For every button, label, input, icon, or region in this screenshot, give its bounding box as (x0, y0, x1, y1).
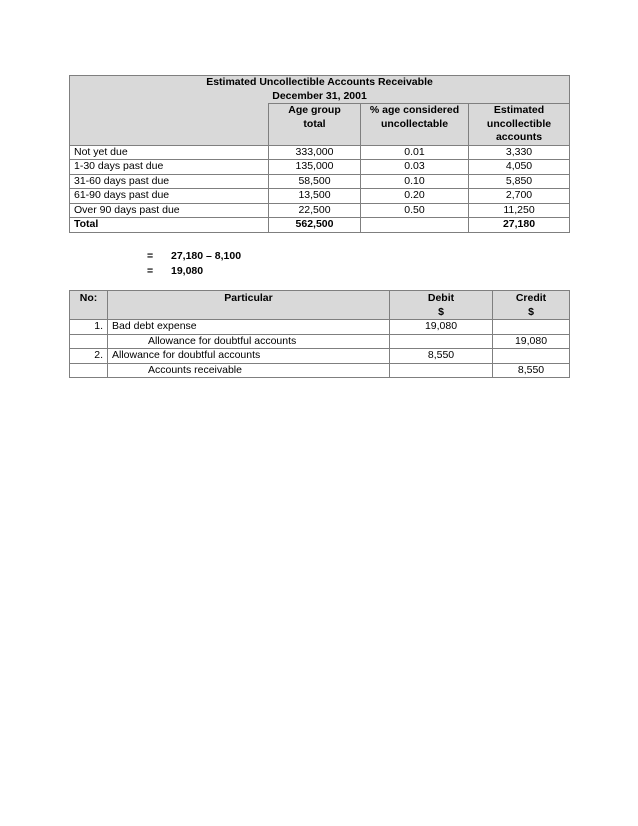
header-estimated (469, 104, 570, 146)
row-label: Over 90 days past due (70, 203, 269, 218)
row-estimated: 4,050 (469, 160, 570, 175)
row-pct: 0.50 (361, 203, 469, 218)
header-age-group-total (269, 104, 361, 146)
entry-particular: Allowance for doubtful accounts (108, 349, 390, 364)
aging-table (69, 75, 570, 233)
entry-no (70, 334, 108, 349)
journal-row (70, 363, 570, 378)
entry-no: 2. (70, 349, 108, 364)
entry-no: 1. (70, 320, 108, 335)
entry-debit (390, 334, 493, 349)
journal-table (69, 290, 570, 378)
total-pct-empty (361, 218, 469, 233)
total-row (70, 218, 570, 233)
row-estimated: 5,850 (469, 174, 570, 189)
row-total: 333,000 (269, 145, 361, 160)
aging-table-title: Estimated Uncollectible Accounts Receivable (70, 76, 570, 90)
header-estimated-line1: Estimated (493, 104, 545, 116)
entry-particular: Accounts receivable (108, 363, 390, 378)
calc-line-2 (147, 264, 241, 279)
entry-debit: 19,080 (390, 320, 493, 335)
table-row (70, 160, 570, 175)
entry-particular: Bad debt expense (108, 320, 390, 335)
header-no: No: (70, 291, 108, 320)
entry-debit (390, 363, 493, 378)
entry-particular: Allowance for doubtful accounts (108, 334, 390, 349)
journal-row (70, 349, 570, 364)
row-estimated: 2,700 (469, 189, 570, 204)
header-estimated-line3: accounts (495, 131, 543, 143)
row-total: 22,500 (269, 203, 361, 218)
header-credit-label: Credit (515, 292, 547, 304)
entry-debit: 8,550 (390, 349, 493, 364)
table-row (70, 203, 570, 218)
entry-credit: 19,080 (493, 334, 570, 349)
entry-credit (493, 349, 570, 364)
calc-expression-2: 19,080 (171, 264, 204, 277)
header-particular: Particular (108, 291, 390, 320)
entry-credit (493, 320, 570, 335)
entry-no (70, 363, 108, 378)
row-label: 61-90 days past due (70, 189, 269, 204)
aging-header-blank (70, 104, 269, 146)
row-total: 58,500 (269, 174, 361, 189)
row-pct: 0.01 (361, 145, 469, 160)
table-row (70, 145, 570, 160)
calc-expression-1: 27,180 – 8,100 (171, 250, 242, 262)
row-estimated: 11,250 (469, 203, 570, 218)
row-total: 13,500 (269, 189, 361, 204)
row-label: 31-60 days past due (70, 174, 269, 189)
entry-credit: 8,550 (493, 363, 570, 378)
row-total: 135,000 (269, 160, 361, 175)
aging-table-date: December 31, 2001 (70, 90, 570, 104)
row-pct: 0.10 (361, 174, 469, 189)
row-pct: 0.20 (361, 189, 469, 204)
row-pct: 0.03 (361, 160, 469, 175)
header-age-group-line1: Age group (288, 104, 341, 116)
total-total: 562,500 (269, 218, 361, 233)
header-debit-label: Debit (427, 292, 455, 304)
header-debit (390, 291, 493, 320)
calc-equals-1: = (147, 250, 154, 262)
calc-equals-2: = (147, 264, 154, 277)
calculation (147, 249, 241, 278)
calc-line-1 (147, 249, 241, 264)
journal-row (70, 334, 570, 349)
header-credit (493, 291, 570, 320)
row-estimated: 3,330 (469, 145, 570, 160)
header-pct-considered (361, 104, 469, 146)
header-estimated-line2: uncollectible (486, 117, 552, 130)
table-row (70, 174, 570, 189)
table-row (70, 189, 570, 204)
header-pct-line1: % age considered (369, 104, 460, 116)
total-label: Total (70, 218, 269, 233)
row-label: 1-30 days past due (70, 160, 269, 175)
total-estimated: 27,180 (469, 218, 570, 233)
header-credit-unit: $ (528, 305, 534, 318)
header-debit-unit: $ (438, 305, 444, 318)
header-pct-line2: uncollectable (380, 117, 449, 130)
header-age-group-line2: total (303, 117, 326, 130)
journal-row (70, 320, 570, 335)
row-label: Not yet due (70, 145, 269, 160)
